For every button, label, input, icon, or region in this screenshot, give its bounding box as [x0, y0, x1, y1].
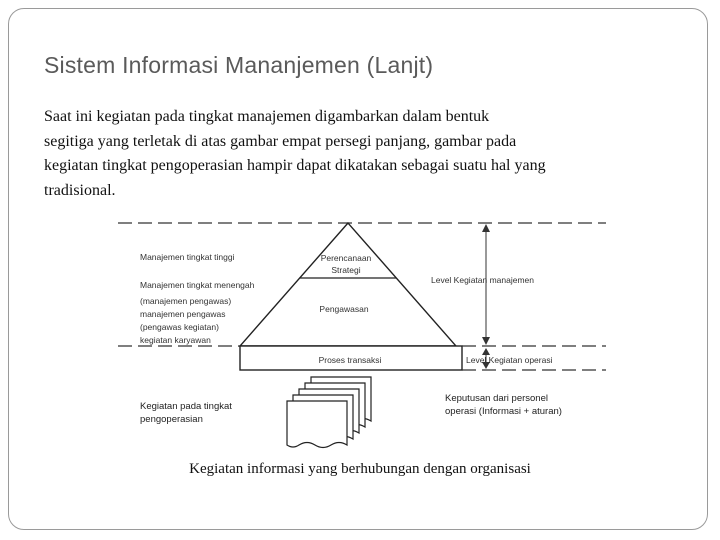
- label-transaction-processing: Proses transaksi: [318, 355, 382, 365]
- arrow-head-down-icon: [482, 337, 490, 345]
- slide-title: Sistem Informasi Mananjemen (Lanjt): [44, 52, 434, 78]
- management-pyramid: [240, 223, 456, 346]
- label-control: Pengawasan: [319, 304, 369, 314]
- label-supervisory-line: (pengawas kegiatan): [140, 322, 219, 332]
- label-supervisory-line: kegiatan karyawan: [140, 335, 211, 345]
- arrow-head-up-icon: [482, 224, 490, 232]
- label-strategic-planning: Perencanaan: [320, 253, 372, 263]
- document-stack-icon: [287, 377, 371, 448]
- paragraph-line: Saat ini kegiatan pada tingkat manajemen digambarkan dalam bentuk: [44, 108, 490, 125]
- paragraph-line: tradisional.: [44, 181, 116, 199]
- diagram-caption: Kegiatan informasi yang berhubungan dengan organisasi: [189, 461, 531, 477]
- paragraph-line: kegiatan tingkat pengoperasian hampir dapat dikatakan sebagai suatu hal yang: [44, 157, 546, 174]
- arrow-head-up-icon: [482, 348, 490, 355]
- paragraph-line: segitiga yang terletak di atas gambar empat persegi panjang, gambar pada: [44, 132, 517, 150]
- label-operations-line: pengoperasian: [140, 414, 203, 425]
- label-supervisory-line: manajemen pengawas: [140, 309, 226, 319]
- label-operations-level: Level Kegiatan operasi: [466, 355, 553, 365]
- label-top-management: Manajemen tingkat tinggi: [140, 252, 235, 262]
- label-supervisory-line: (manajemen pengawas): [140, 296, 232, 306]
- label-management-level: Level Kegiatan manajemen: [431, 275, 535, 285]
- label-strategic-planning: Strategi: [331, 265, 361, 275]
- label-middle-management: Manajemen tingkat menengah: [140, 280, 255, 290]
- label-personnel-decision: operasi (Informasi + aturan): [445, 406, 562, 417]
- label-personnel-decision: Keputusan dari personel: [445, 393, 548, 404]
- label-operations-line: Kegiatan pada tingkat: [140, 401, 232, 412]
